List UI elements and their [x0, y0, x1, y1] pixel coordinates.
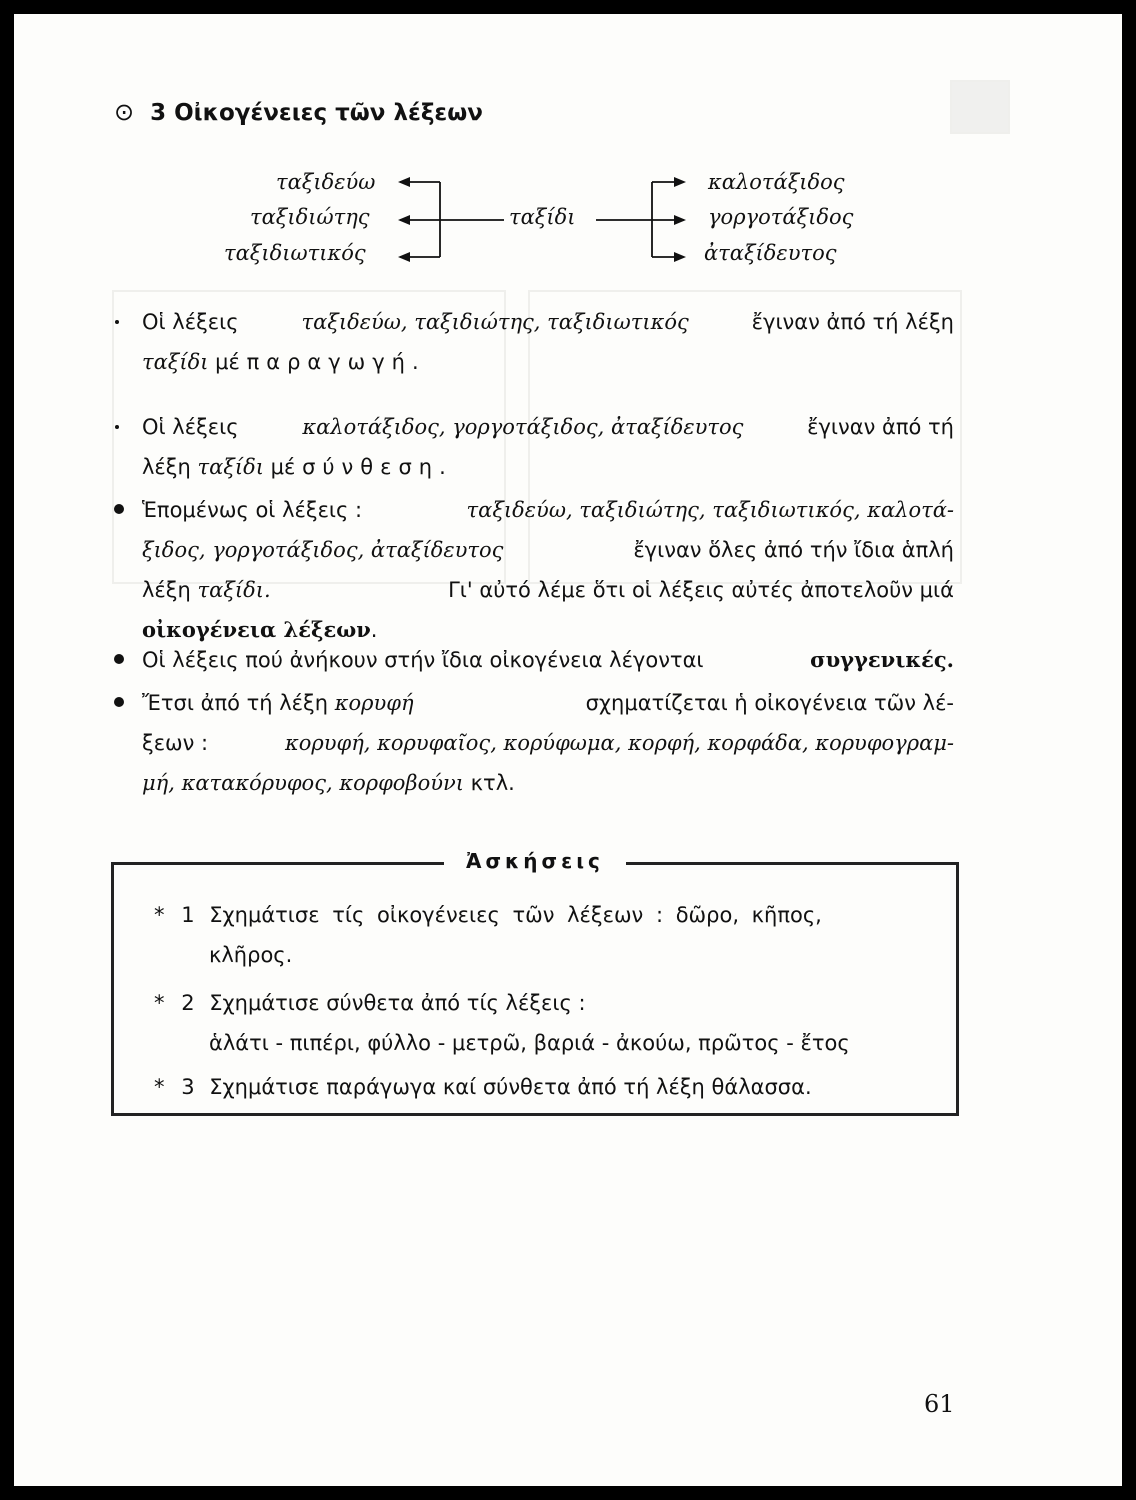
bullet-icon: [114, 697, 124, 707]
text: ἔγιναν ἀπό τή: [807, 415, 954, 439]
text: Οἱ λέξεις: [142, 415, 239, 439]
example-words: ξιδος, γοργοτάξιδος, ἀταξίδευτος: [142, 538, 504, 562]
example-word: κορυφή: [334, 691, 414, 715]
root-word: ταξίδι.: [197, 578, 271, 602]
text: Ἑπομένως οἱ λέξεις :: [142, 498, 363, 522]
text: κτλ.: [470, 771, 515, 795]
paragraph-line: [142, 302, 954, 342]
bullet-icon: [114, 504, 124, 514]
text: ἔγιναν ὅλες ἀπό τήν ἴδια ἁπλή: [633, 538, 954, 562]
diagram-compound-1: καλοτάξιδος: [708, 170, 845, 194]
page-number: 61: [924, 1390, 955, 1418]
paragraph-line: [142, 447, 954, 487]
exercises-box: [111, 849, 959, 1116]
example-words: κορυφή, κορυφαῖος, κορύφωμα, κορφή, κορφάδα, κορυφογραμ-: [284, 731, 954, 755]
example-words: καλοτάξιδος, γοργοτάξιδος, ἀταξίδευτος: [302, 415, 744, 439]
paragraph-line: [142, 570, 954, 610]
text: Ἔτσι ἀπό τή λέξη: [142, 691, 329, 715]
diagram-derivative-3: ταξιδιωτικός: [224, 241, 366, 265]
paragraph-line: [142, 640, 954, 680]
term-derivation: παραγωγή.: [246, 350, 426, 374]
paragraph-line: [142, 530, 954, 570]
exercise-number: 1: [181, 903, 195, 927]
text: Γι' αὐτό λέμε ὅτι οἱ λέξεις αὐτές ἀποτελοῦν μιά: [448, 578, 954, 602]
section-bullet-icon: ⊙: [114, 98, 135, 126]
text: μέ: [270, 455, 296, 479]
exercises-heading: Ἀσκήσεις: [444, 849, 626, 873]
term-compounding: σύνθεση.: [302, 455, 453, 479]
text: σχηματίζεται ἡ οἰκογένεια τῶν λέ-: [585, 691, 954, 715]
example-words: ταξιδεύω, ταξιδιώτης, ταξιδιωτικός: [301, 310, 689, 334]
exercise-mark: *: [154, 991, 165, 1015]
example-words: ταξιδεύω, ταξιδιώτης, ταξιδιωτικός, καλοτά-: [466, 498, 954, 522]
paragraph-line: [142, 490, 954, 530]
paragraph-line: [142, 763, 954, 803]
text: ξεων :: [142, 731, 209, 755]
diagram-root-word: ταξίδι: [509, 205, 576, 229]
exercise-2: [154, 991, 586, 1015]
text: .: [370, 618, 378, 642]
exercise-text: Σχημάτισε σύνθετα ἀπό τίς λέξεις :: [209, 991, 586, 1015]
exercise-1-continued: [209, 943, 292, 967]
text: Οἱ λέξεις πού ἀνήκουν στήν ἴδια οἰκογένεια λέγονται: [142, 648, 704, 672]
section-title-text: 3 Οἰκογένειες τῶν λέξεων: [150, 100, 483, 126]
term-related: συγγενικές.: [810, 647, 954, 672]
term-word-family: οἰκογένεια λέξεων: [142, 617, 371, 642]
bullet-small-icon: [115, 320, 119, 324]
bullet-icon: [114, 654, 124, 664]
paragraph-line: [142, 342, 954, 382]
exercise-text: Σχημάτισε τίς οἰκογένειες τῶν λέξεων : δῶρο, κῆπος,: [209, 903, 822, 927]
example-words: μή, κατακόρυφος, κορφοβούνι: [142, 771, 464, 795]
text: λέξη: [142, 455, 191, 479]
book-page: [14, 14, 1122, 1486]
diagram-derivative-2: ταξιδιώτης: [250, 205, 370, 229]
text: λέξη: [142, 578, 191, 602]
root-word: ταξίδι: [197, 455, 264, 479]
exercise-text: κλῆρος.: [209, 943, 293, 967]
exercise-mark: *: [154, 1075, 165, 1099]
paragraph-derivation: [142, 302, 954, 382]
diagram-arrows: [14, 14, 1122, 314]
paragraph-compounding: [142, 407, 954, 487]
paragraph-related-words: [142, 640, 954, 680]
text: Οἱ λέξεις: [142, 310, 239, 334]
paragraph-example-koryfi: [142, 683, 954, 803]
diagram-compound-3: ἀταξίδευτος: [704, 241, 837, 265]
exercise-text: ἁλάτι - πιπέρι, φύλλο - μετρῶ, βαριά - ἀκούω, πρῶτος - ἔτος: [209, 1031, 850, 1055]
exercise-number: 2: [181, 991, 195, 1015]
diagram-compound-2: γοργοτάξιδος: [708, 205, 854, 229]
diagram-derivative-1: ταξιδεύω: [276, 170, 376, 194]
bullet-small-icon: [115, 425, 119, 429]
exercise-number: 3: [181, 1075, 195, 1099]
text: ἔγιναν ἀπό τή λέξη: [751, 310, 954, 334]
exercise-1: [154, 903, 934, 927]
exercise-2-continued: [209, 1031, 850, 1055]
paragraph-line: [142, 683, 954, 723]
exercise-mark: *: [154, 903, 165, 927]
exercise-text: Σχημάτισε παράγωγα καί σύνθετα ἀπό τή λέξη θάλασσα.: [209, 1075, 812, 1099]
exercise-3: [154, 1075, 812, 1099]
paragraph-line: [142, 723, 954, 763]
text: μέ: [215, 350, 240, 374]
paragraph-word-family: [142, 490, 954, 650]
root-word: ταξίδι: [142, 350, 209, 374]
paragraph-line: [142, 407, 954, 447]
